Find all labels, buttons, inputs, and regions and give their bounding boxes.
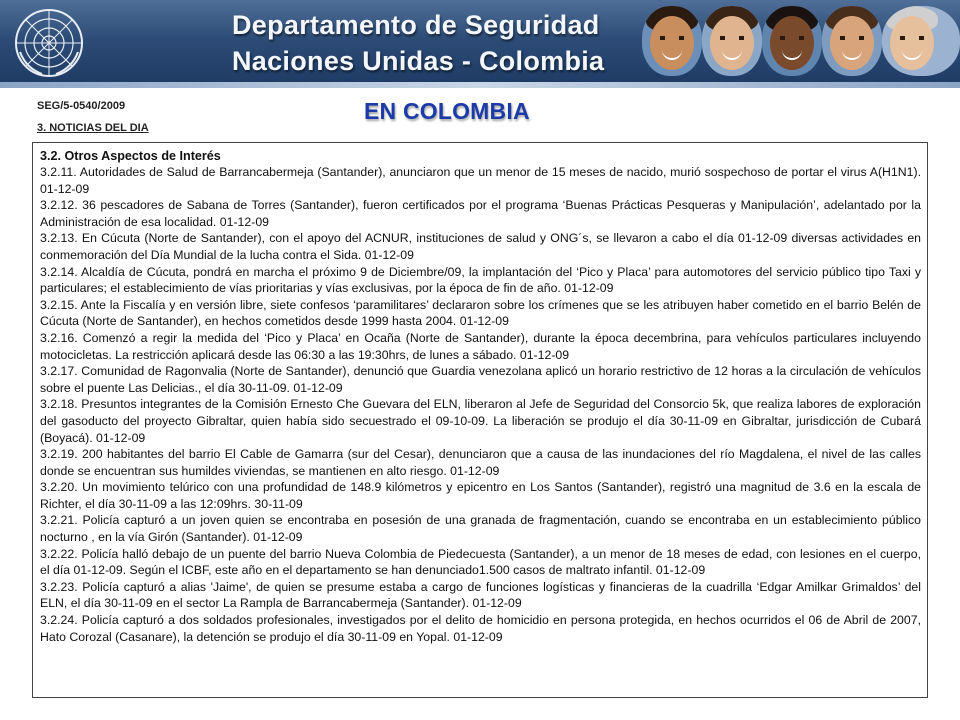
news-item: 3.2.16. Comenzó a regir la medida del ‘Pico y Placa’ en Ocaña (Norte de Santander), durante la época decembrina, para vehículos particulares incluyendo motocicletas. La restricción aplicará desde las 06:30 a las 19:30hrs, de lunes a sábado. 01-12-09 (40, 330, 921, 362)
subsection-title: 3.2. Otros Aspectos de Interés (40, 149, 221, 163)
banner-title-line1: Departamento de Seguridad (232, 10, 600, 40)
news-item: 3.2.20. Un movimiento telúrico con una profundidad de 148.9 kilómetros y epicentro en Los Santos (Santander), registró una magnitud de 3.6 en la escala de Richter, el día 30-11-09 a las 12:09hrs. 30-11-09 (40, 480, 921, 511)
news-item: 3.2.15. Ante la Fiscalía y en versión libre, siete confesos ‘paramilitares’ declararon sobre los crímenes que se les atribuyen haber cometido en el barrio Belén de Cúcuta (Norte de Santander), en hechos cometidos desde 1999 hasta 2004. 01-12-09 (40, 297, 921, 329)
face-photo (882, 6, 960, 76)
news-item: 3.2.21. Policía capturó a un joven quien se encontraba en posesión de una granada de fragmentación, cuando se encontraba en un establecimiento público nocturno , en la vía Girón (Santander). 01-12-09 (40, 513, 921, 545)
face-photo (762, 6, 822, 76)
banner-title-line2: Naciones Unidas - Colombia (232, 46, 605, 76)
face-photo (822, 6, 882, 76)
page-title: EN COLOMBIA (364, 98, 530, 124)
face-photo (642, 6, 702, 76)
news-content-box (32, 142, 928, 698)
header-banner (0, 0, 960, 88)
news-item: 3.2.12. 36 pescadores de Sabana de Torres (Santander), fueron certificados por el programa ‘Buenas Prácticas Pesqueras y Manipulación’, adelantado por la Administración de esa localidad. 01-12-09 (40, 198, 921, 229)
un-emblem-logo (12, 6, 86, 80)
news-item: 3.2.19. 200 habitantes del barrio El Cable de Gamarra (sur del Cesar), denunciaron que a causa de las inundaciones del río Magdalena, el nivel de las calles donde se encuentran sus humildes viviendas, se mantienen en alto riesgo. 01-12-09 (40, 447, 921, 478)
news-item: 3.2.24. Policía capturó a dos soldados profesionales, investigados por el delito de homicidio en persona protegida, en hechos ocurridos el 06 de Abril de 2007, Hato Corozal (Casanare), la detención se produjo el día 30-11-09 en Yopal. 01-12-09 (40, 613, 921, 644)
news-item: 3.2.13. En Cúcuta (Norte de Santander), con el apoyo del ACNUR, instituciones de salud y ONG´s, se llevaron a cabo el día 01-12-09 diversas actividades en conmemoración del Día Mundial de la lucha contra el Sida. 01-12-09 (40, 231, 921, 262)
news-item: 3.2.18. Presuntos integrantes de la Comisión Ernesto Che Guevara del ELN, liberaron al Jefe de Seguridad del Consorcio 5k, que realiza labores de exploración del gasoducto del proyecto Gibraltar, quien había sido secuestrado el 09-10-09. La liberación se produjo el día 30-11-09 en Gibraltar, jurisdicción de Cubará (Boyacá). 01-12-09 (40, 397, 921, 445)
news-item: 3.2.11. Autoridades de Salud de Barrancabermeja (Santander), anunciaron que un menor de 15 meses de nacido, murió sospechoso de portar el virus A(H1N1). 01-12-09 (40, 165, 921, 196)
document-reference: SEG/5-0540/2009 (37, 100, 126, 112)
news-item: 3.2.17. Comunidad de Ragonvalia (Norte de Santander), denunció que Guardia venezolana aplicó un horario restrictivo de 12 horas a la circulación de vehículos sobre el puente Las Delicias., el día 30-11-09. 01-12-09 (40, 364, 921, 395)
news-item: 3.2.23. Policía capturó a alias 'Jaime', de quien se presume estaba a cargo de funciones logísticas y financieras de la cuadrilla ‘Edgar Amilkar Grimaldos’ del ELN, el día 30-11-09 en el sector La Rampla de Barrancabermeja (Santander). 01-12-09 (40, 579, 921, 611)
banner-faces-photo (642, 0, 960, 82)
section-label: 3. NOTICIAS DEL DIA (37, 122, 149, 134)
face-photo (702, 6, 762, 76)
news-item: 3.2.14. Alcaldía de Cúcuta, pondrá en marcha el próximo 9 de Diciembre/09, la implantación del ‘Pico y Placa’ para automotores del servicio público tipo Taxi y particulares; el establecimiento de vías prioritarias y vías exclusivas, por la época de fin de año. 01-12-09 (40, 264, 921, 296)
news-item: 3.2.22. Policía halló debajo de un puente del barrio Nueva Colombia de Piedecuesta (Santander), a un menor de 18 meses de edad, con lesiones en el cuerpo, el día 01-12-09. Según el ICBF, este año en el departamento se han denunciado1.500 casos de maltrato infantil. 01-12-09 (40, 546, 921, 578)
